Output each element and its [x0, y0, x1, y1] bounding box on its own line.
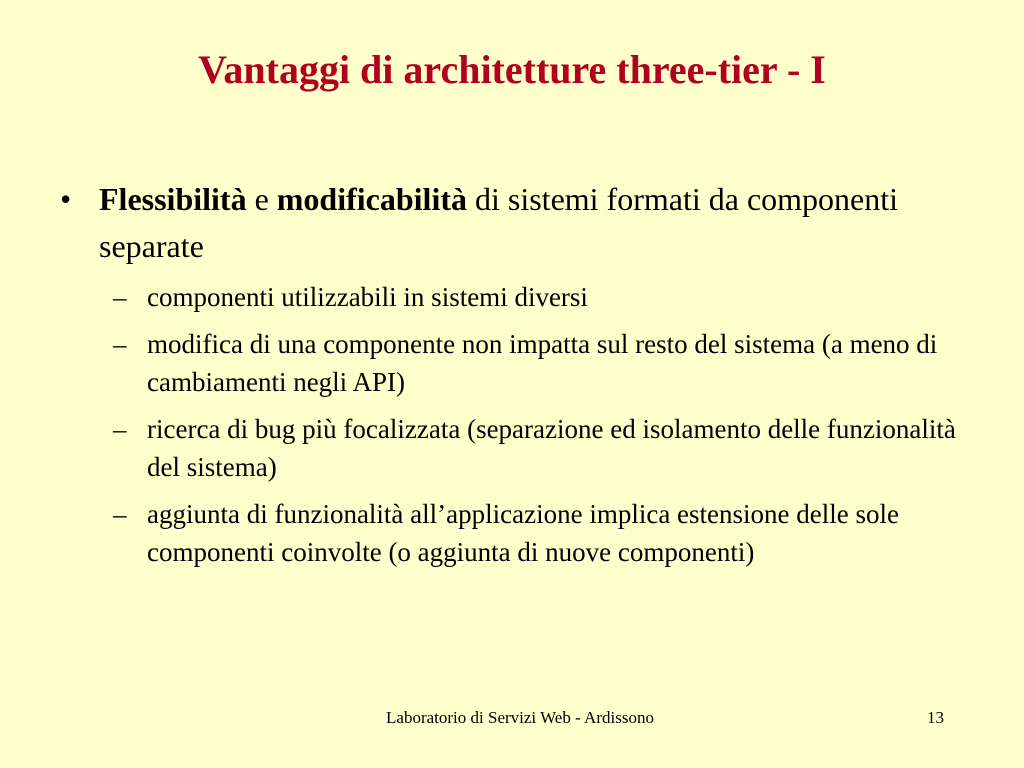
bullet-text-conjunction: e	[246, 181, 277, 217]
sub-bullet	[113, 410, 980, 486]
dash-marker: –	[113, 499, 127, 529]
dash-marker: –	[113, 414, 127, 444]
slide-title: Vantaggi di architetture three-tier - I	[198, 47, 826, 92]
sub-bullet	[113, 278, 980, 316]
main-bullet	[60, 176, 980, 270]
bold-term-flessibilita: Flessibilità	[99, 181, 247, 217]
page-number: 13	[927, 708, 944, 727]
bullet-text-rest: di sistemi formati da componenti separate	[99, 181, 899, 264]
bold-term-modificabilita: modificabilità	[276, 181, 467, 217]
dash-marker: –	[113, 282, 127, 312]
sub-bullet-text: modifica di una componente non impatta sul resto del sistema (a meno di cambiamenti negli API)	[147, 329, 938, 397]
sub-bullet	[113, 325, 980, 401]
dash-marker: –	[113, 329, 127, 359]
footer-text: Laboratorio di Servizi Web - Ardissono	[386, 708, 654, 727]
sub-bullet-text: aggiunta di funzionalità all’applicazione implica estensione delle sole componenti coinvolte (o aggiunta di nuove componenti)	[147, 499, 899, 567]
slide-content	[60, 176, 980, 580]
sub-bullet-list	[113, 278, 980, 571]
sub-bullet	[113, 495, 980, 571]
sub-bullet-text: componenti utilizzabili in sistemi diversi	[147, 282, 588, 312]
sub-bullet-text: ricerca di bug più focalizzata (separazione ed isolamento delle funzionalità del sistema)	[147, 414, 956, 482]
bullet-marker: •	[60, 181, 72, 217]
